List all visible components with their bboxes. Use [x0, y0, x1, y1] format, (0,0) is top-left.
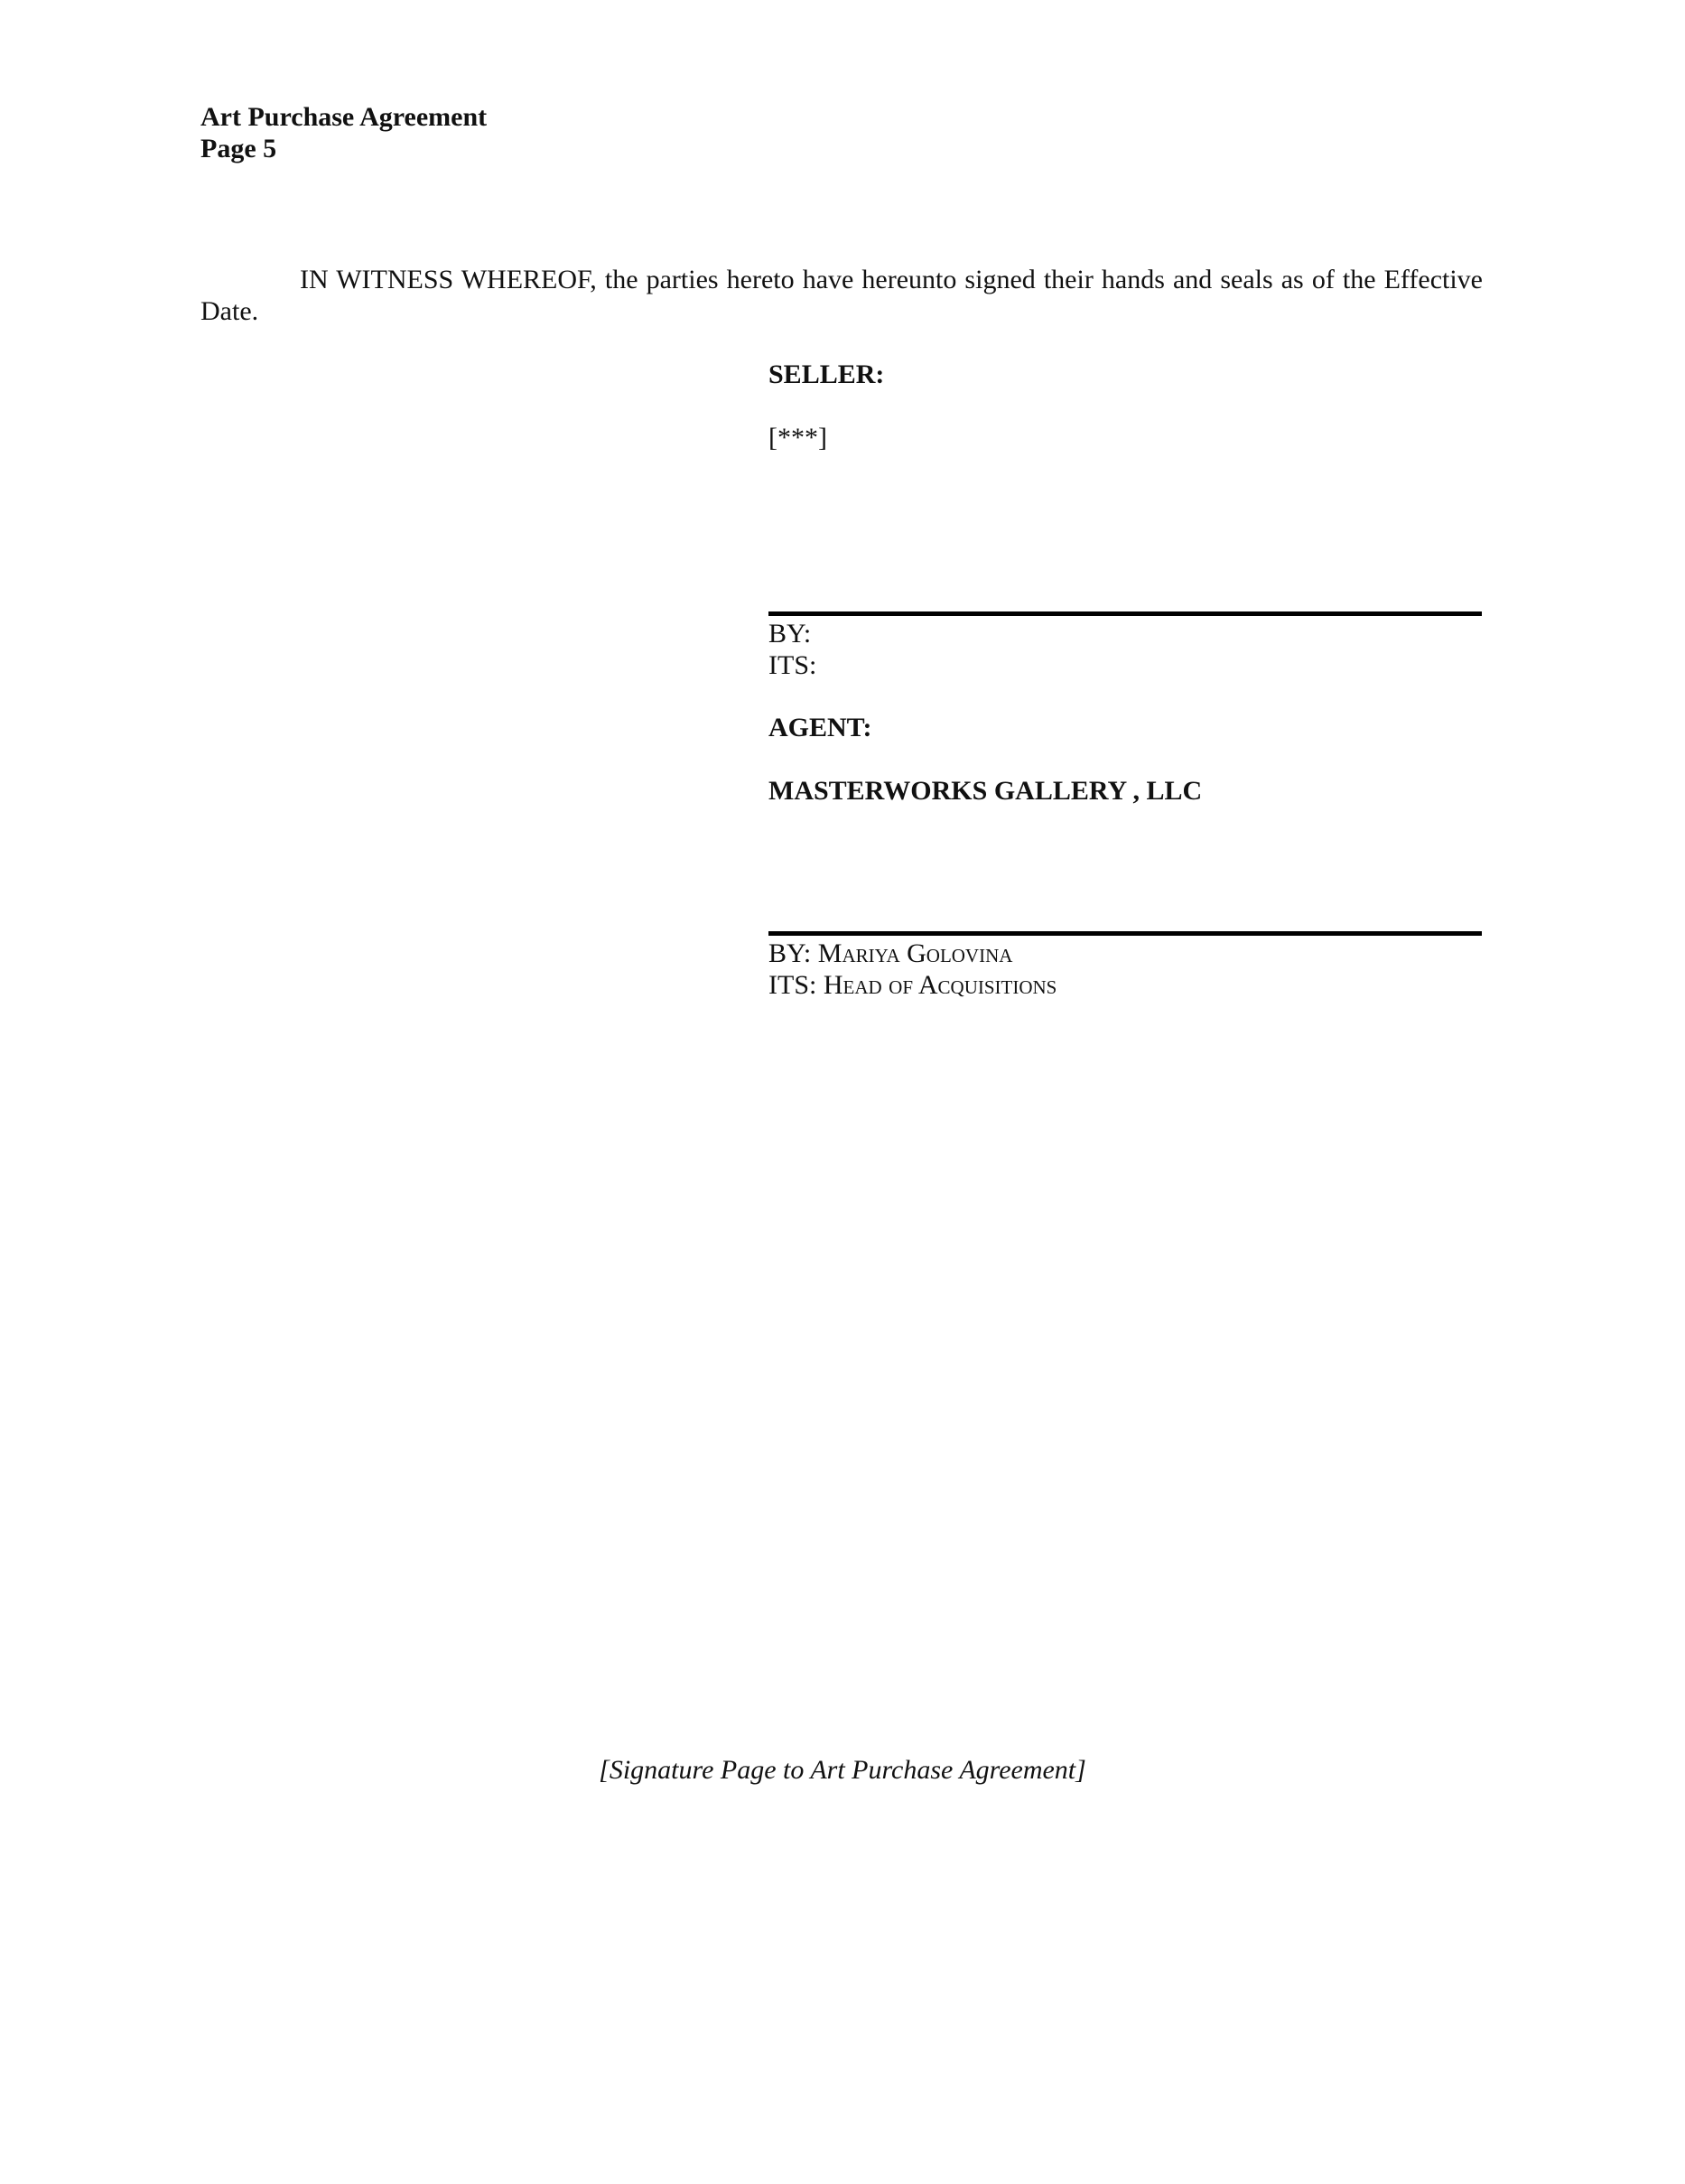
agent-name: MASTERWORKS GALLERY , LLC: [768, 776, 1203, 806]
seller-label: SELLER:: [768, 359, 885, 389]
agent-its-value: Head of Acquisitions: [823, 970, 1057, 1000]
agent-signature-line: [768, 931, 1482, 936]
seller-its-label: ITS:: [768, 650, 817, 680]
signature-page-footer: [Signature Page to Art Purchase Agreement]: [599, 1755, 1086, 1785]
seller-signature-line: [768, 611, 1482, 616]
seller-its: [768, 649, 1482, 681]
document-title: Art Purchase Agreement: [200, 102, 488, 132]
agent-by-label: BY:: [768, 938, 812, 968]
seller-name: [***]: [768, 423, 827, 453]
agent-its-label: ITS:: [768, 970, 817, 1000]
seller-by: [768, 618, 1482, 649]
seller-by-label: BY:: [768, 619, 812, 649]
agent-by-value: Mariya Golovina: [817, 938, 1013, 968]
document-header: [200, 101, 487, 164]
agent-label: AGENT:: [768, 713, 872, 742]
witness-paragraph: IN WITNESS WHEREOF, the parties hereto have hereunto signed their hands and seals as of the Effective Date.: [200, 265, 1483, 326]
page-number: Page 5: [200, 134, 277, 163]
agent-by: [768, 938, 1482, 969]
agent-its: [768, 969, 1482, 1001]
